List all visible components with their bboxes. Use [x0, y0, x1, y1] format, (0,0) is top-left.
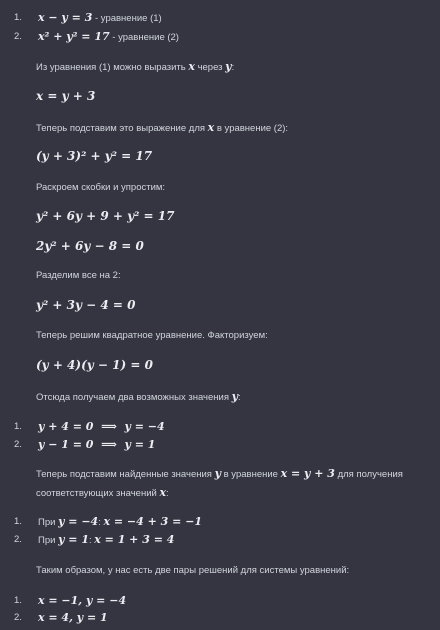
math-expression: x² + y² = 17 — [38, 30, 110, 43]
math-expression: y = 1 — [58, 533, 89, 546]
math-expression: x − y = 3 — [38, 11, 93, 24]
math-variable: y — [225, 60, 232, 73]
list-number: 1. — [14, 12, 22, 23]
text: : — [231, 62, 235, 73]
list-item: y − 1 = 0 ⟹ y = 1 — [38, 438, 156, 451]
paragraph — [36, 486, 169, 499]
equation: 2y² + 6y − 8 = 0 — [36, 239, 144, 253]
text: Теперь подставим это выражение для — [36, 123, 208, 134]
list-item — [38, 533, 174, 546]
list-item — [38, 11, 162, 24]
math-variable: x — [188, 60, 195, 73]
text: через — [194, 62, 226, 73]
text: При — [38, 517, 59, 528]
paragraph — [36, 60, 234, 73]
text: : — [88, 535, 95, 546]
paragraph: Разделим все на 2: — [36, 270, 121, 281]
list-number: 2. — [14, 31, 22, 42]
equation: y² + 3y − 4 = 0 — [36, 298, 136, 312]
list-item: x = −1, y = −4 — [38, 594, 127, 607]
paragraph — [36, 390, 241, 403]
math-variable: x — [207, 121, 215, 134]
text: для получения — [334, 469, 403, 480]
list-item — [38, 30, 179, 43]
paragraph — [36, 121, 288, 134]
list-item: y + 4 = 0 ⟹ y = −4 — [38, 420, 165, 433]
math-variable: y — [214, 467, 221, 480]
paragraph: Таким образом, у нас есть две пары решений для системы уравнений: — [36, 565, 350, 576]
paragraph: Раскроем скобки и упростим: — [36, 182, 166, 193]
text: соответствующих значений — [36, 488, 160, 499]
equation: (y + 3)² + y² = 17 — [36, 149, 153, 163]
paragraph — [36, 467, 403, 480]
math-variable: x — [159, 486, 167, 499]
math-variable: y — [231, 390, 239, 403]
equation: x = y + 3 — [36, 89, 96, 103]
list-item — [38, 515, 202, 528]
math-expression: x = −4 + 3 = −1 — [103, 515, 203, 528]
list-number: 1. — [14, 421, 22, 432]
math-expression: x = y + 3 — [280, 467, 335, 480]
text: Отсюда получаем два возможных значения — [36, 392, 232, 403]
list-number: 2. — [14, 439, 22, 450]
list-number: 2. — [14, 612, 22, 623]
equation: (y + 4)(y − 1) = 0 — [36, 358, 153, 372]
math-expression: x = 1 + 3 = 4 — [94, 533, 175, 546]
paragraph: Теперь решим квадратное уравнение. Факторизуем: — [36, 330, 268, 341]
list-item-text: - уравнение (1) — [92, 13, 162, 24]
text: в уравнение — [220, 469, 281, 480]
list-item: x = 4, y = 1 — [38, 611, 108, 624]
text: : — [166, 488, 169, 499]
math-expression: y = −4 — [58, 515, 99, 528]
text: : — [98, 517, 104, 528]
text: При — [38, 535, 59, 546]
list-item-text: - уравнение (2) — [109, 32, 179, 43]
list-number: 2. — [14, 534, 22, 545]
equation: y² + 6y + 9 + y² = 17 — [36, 209, 175, 223]
text: Теперь подставим найденные значения — [36, 469, 215, 480]
list-number: 1. — [14, 516, 22, 527]
text: в уравнение (2): — [214, 123, 289, 134]
text: : — [238, 392, 241, 403]
list-number: 1. — [14, 595, 22, 606]
text: Из уравнения (1) можно выразить — [36, 62, 189, 73]
